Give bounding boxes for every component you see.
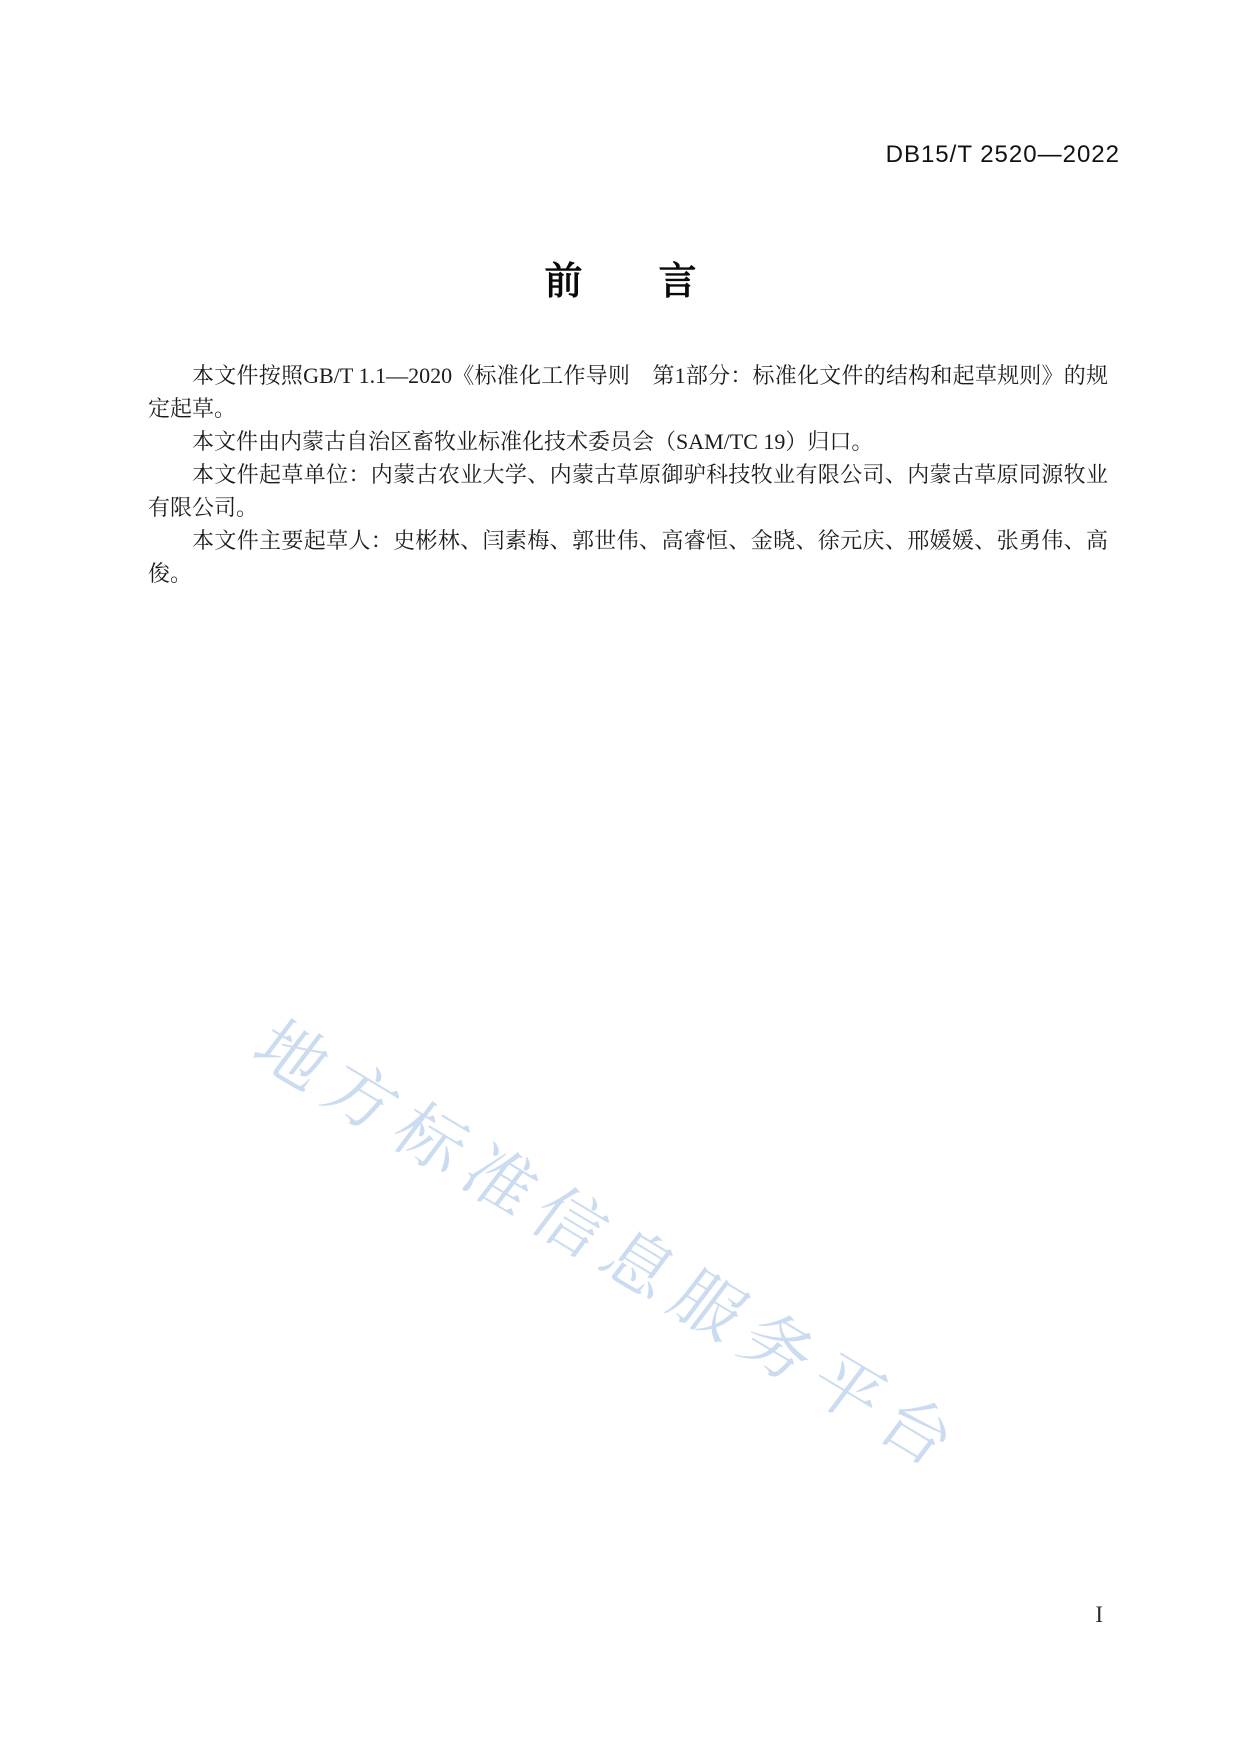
foreword-paragraph-drafting-rules: 本文件按照GB/T 1.1—2020《标准化工作导则 第1部分：标准化文件的结构和起草规则》的规定起草。 (148, 363, 1108, 421)
foreword-paragraph-committee: 本文件由内蒙古自治区畜牧业标准化技术委员会（SAM/TC 19）归口。 (192, 429, 874, 454)
page-title: 前 言 (544, 261, 697, 303)
page-number: I (1095, 1602, 1103, 1627)
standard-number: DB15/T 2520—2022 (885, 141, 1120, 168)
foreword-paragraph-drafters: 本文件主要起草人：史彬林、闫素梅、郭世伟、高睿恒、金晓、徐元庆、邢媛媛、张勇伟、高俊。 (148, 528, 1108, 586)
foreword-body (148, 359, 1108, 590)
foreword-paragraph-drafting-units: 本文件起草单位：内蒙古农业大学、内蒙古草原御驴科技牧业有限公司、内蒙古草原同源牧业有限公司。 (148, 462, 1108, 520)
watermark: 地方标准信息服务平台 (238, 1007, 981, 1488)
